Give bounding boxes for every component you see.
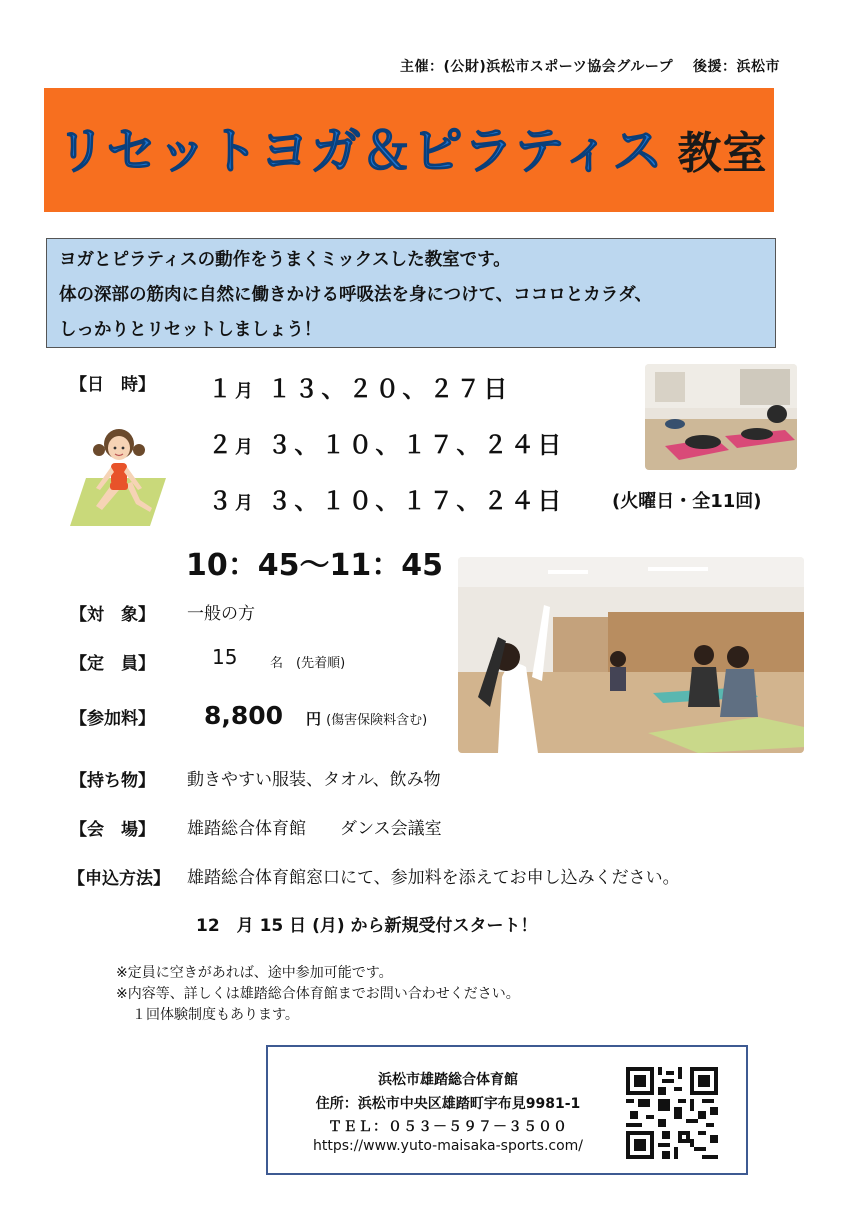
capacity-label: 【定 員】 [70,654,155,674]
fee-label: 【参加料】 [70,709,155,729]
schedule-tail: (火曜日・全11回) [612,491,762,512]
contact-address: 住所：浜松市中央区雄踏町宇布見9981-1 [315,1096,581,1112]
page-title [56,111,768,183]
apply-label: 【申込方法】 [68,869,170,889]
schedule-date-3: ３月 ３、１０、１７、２４日 [208,487,565,515]
yoga-girl-illustration [66,418,172,528]
contact-box [266,1045,748,1175]
title-sub: 教室 [677,128,768,179]
sponsor-text: 主催：(公財)浜松市スポーツ協会グループ 後援：浜松市 [400,59,780,75]
intro-line: 体の深部の筋肉に自然に働きかける呼吸法を身につけて、ココロとカラダ、 [59,285,653,305]
note-1: ※定員に空きがあれば、途中参加可能です。 [116,965,393,981]
schedule-date-1: １月 １３、２０、２７日 [208,375,511,403]
target-value: 一般の方 [187,604,255,624]
schedule-label: 【日 時】 [70,375,155,395]
title-main: リセットヨガ＆ピラティス [56,122,664,180]
contact-name: 浜松市雄踏総合体育館 [378,1072,518,1088]
fee-amount: 8,800 [204,701,284,730]
note-3: １回体験制度もあります。 [132,1007,299,1023]
intro-line: ヨガとピラティスの動作をうまくミックスした教室です。 [59,250,511,270]
capacity-unit: 名 (先着順) [270,656,346,671]
target-label: 【対 象】 [70,605,155,625]
intro-box [46,238,776,348]
registration-start: 12 月 15 日 (月) から新規受付スタート！ [196,916,538,936]
items-value: 動きやすい服装、タオル、飲み物 [187,770,441,790]
items-label: 【持ち物】 [70,771,155,791]
yoga-class-photo-large [458,557,804,753]
capacity-number: 15 [212,645,238,669]
schedule-date-2: ２月 ３、１０、１７、２４日 [208,431,565,459]
schedule-time: 10：45～11：45 [186,548,443,583]
contact-url[interactable]: https://www.yuto-maisaka-sports.com/ [312,1138,584,1154]
venue-value: 雄踏総合体育館 ダンス会議室 [187,819,442,839]
yoga-class-photo-small [645,364,797,470]
fee-unit: 円 (傷害保険料含む) [306,710,428,728]
venue-label: 【会 場】 [70,820,155,840]
qr-code-icon [626,1067,718,1159]
intro-line: しっかりとリセットしましょう！ [59,320,322,340]
note-2: ※内容等、詳しくは雄踏総合体育館までお問い合わせください。 [116,986,520,1002]
apply-value: 雄踏総合体育館窓口にて、参加料を添えてお申し込みください。 [187,868,680,888]
contact-tel: ＴＥＬ：０５３－５９７－３５００ [328,1119,568,1135]
